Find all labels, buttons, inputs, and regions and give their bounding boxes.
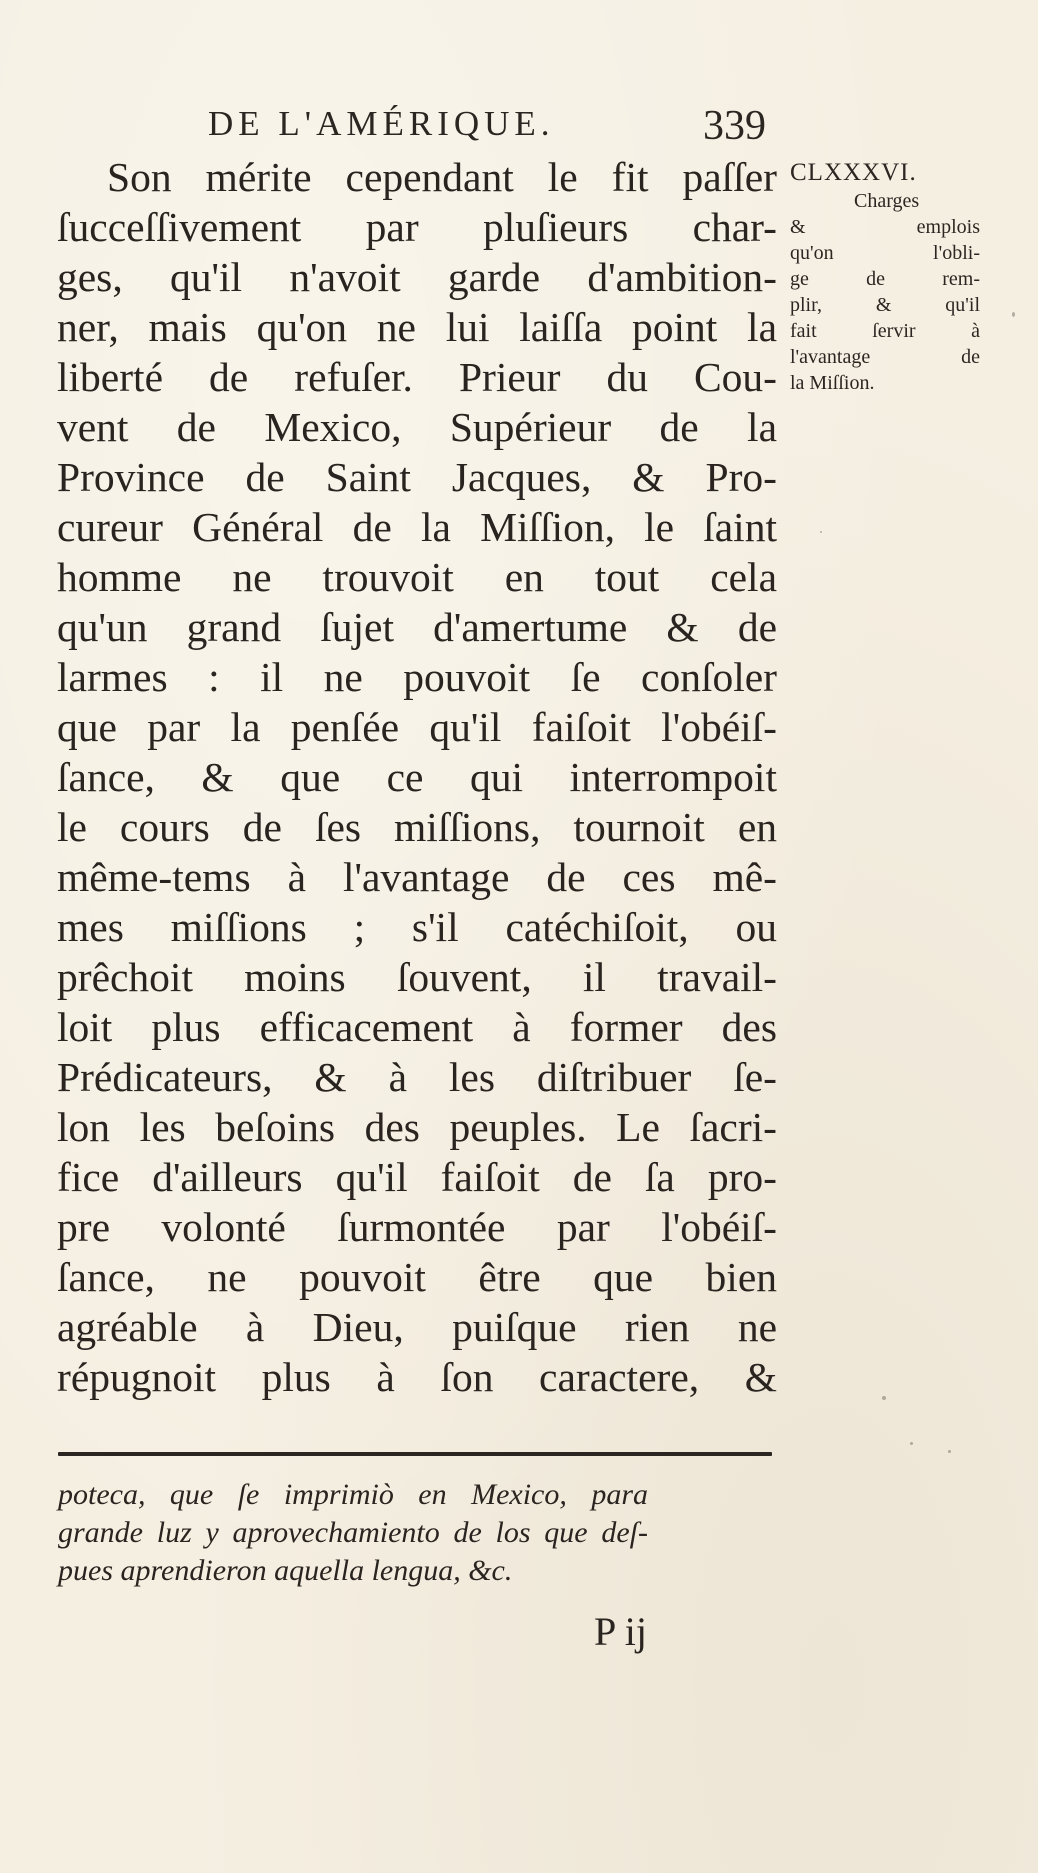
main-text-line: prêchoit moins ſouvent, il travail- [57,954,777,1000]
main-text-line: Son mérite cependant le fit paſſer [107,154,777,200]
marginal-note-line: Charges [854,190,920,212]
footnote-line: pues aprendieron aquella lengua, &c. [58,1554,513,1587]
main-text-line: même-tems à l'avantage de ces mê- [57,854,777,900]
marginal-note-line: & emplois [790,216,980,238]
paper-speck [910,1442,913,1445]
running-head [160,104,800,154]
running-title: DE L'AMÉRIQUE. [208,104,555,143]
main-text-line: vent de Mexico, Supérieur de la [57,404,777,450]
footnote-line: poteca, que ſe imprimiò en Mexico, para [58,1478,648,1511]
main-text-line: fice d'ailleurs qu'il faiſoit de ſa pro- [57,1154,777,1200]
main-text-line: mes miſſions ; s'il catéchiſoit, ou [57,904,777,950]
main-text-line: agréable à Dieu, puiſque rien ne [57,1304,777,1350]
main-text-line: que par la penſée qu'il faiſoit l'obéiſ- [57,704,777,750]
paper-speck [948,1450,951,1453]
main-text-line: ner, mais qu'on ne lui laiſſa point la [57,304,777,350]
main-text-line: qu'un grand ſujet d'amertume & de [57,604,777,650]
marginal-note-line: fait ſervir à [790,320,980,342]
paper-speck [820,531,822,533]
main-text-line: répugnoit plus à ſon caractere, & [57,1354,777,1400]
main-text-line: liberté de refuſer. Prieur du Cou- [57,354,777,400]
main-text-block [57,152,777,1402]
page-number: 339 [703,103,766,149]
main-text-line: ſucceſſivement par pluſieurs char- [57,204,777,250]
marginal-note-line: la Miſſion. [790,372,875,394]
main-text-line: loit plus efficacement à former des [57,1004,777,1050]
main-text-line: homme ne trouvoit en tout cela [57,554,777,600]
marginal-note-line: ge de rem- [790,268,980,290]
main-text-line: ges, qu'il n'avoit garde d'ambition- [57,254,777,300]
main-text-line: lon les beſoins des peuples. Le ſacri- [57,1104,777,1150]
footnote-rule [58,1452,772,1456]
marginal-note-line: plir, & qu'il [790,294,980,316]
marginal-note-line: qu'on l'obli- [790,242,980,264]
marginal-note-number: CLXXXVI. [790,159,917,186]
main-text-line: Prédicateurs, & à les diſtribuer ſe- [57,1054,777,1100]
main-text-line: le cours de ſes miſſions, tournoit en [57,804,777,850]
main-text-line: Province de Saint Jacques, & Pro- [57,454,777,500]
marginal-note [790,158,980,396]
main-text-line: ſance, ne pouvoit être que bien [57,1254,777,1300]
paper-speck [882,1396,886,1400]
footnote-line: grande luz y aprovechamiento de los que deſ- [58,1516,648,1549]
main-text-line: cureur Général de la Miſſion, le ſaint [57,504,777,550]
main-text-line: pre volonté ſurmontée par l'obéiſ- [57,1204,777,1250]
paper-speck [1012,312,1015,317]
main-text-line: larmes : il ne pouvoit ſe conſoler [57,654,777,700]
signature-mark: P ij [594,1609,647,1654]
marginal-note-line: l'avantage de [790,346,980,368]
footnote-block [58,1476,648,1590]
main-text-line: ſance, & que ce qui interrompoit [57,754,777,800]
